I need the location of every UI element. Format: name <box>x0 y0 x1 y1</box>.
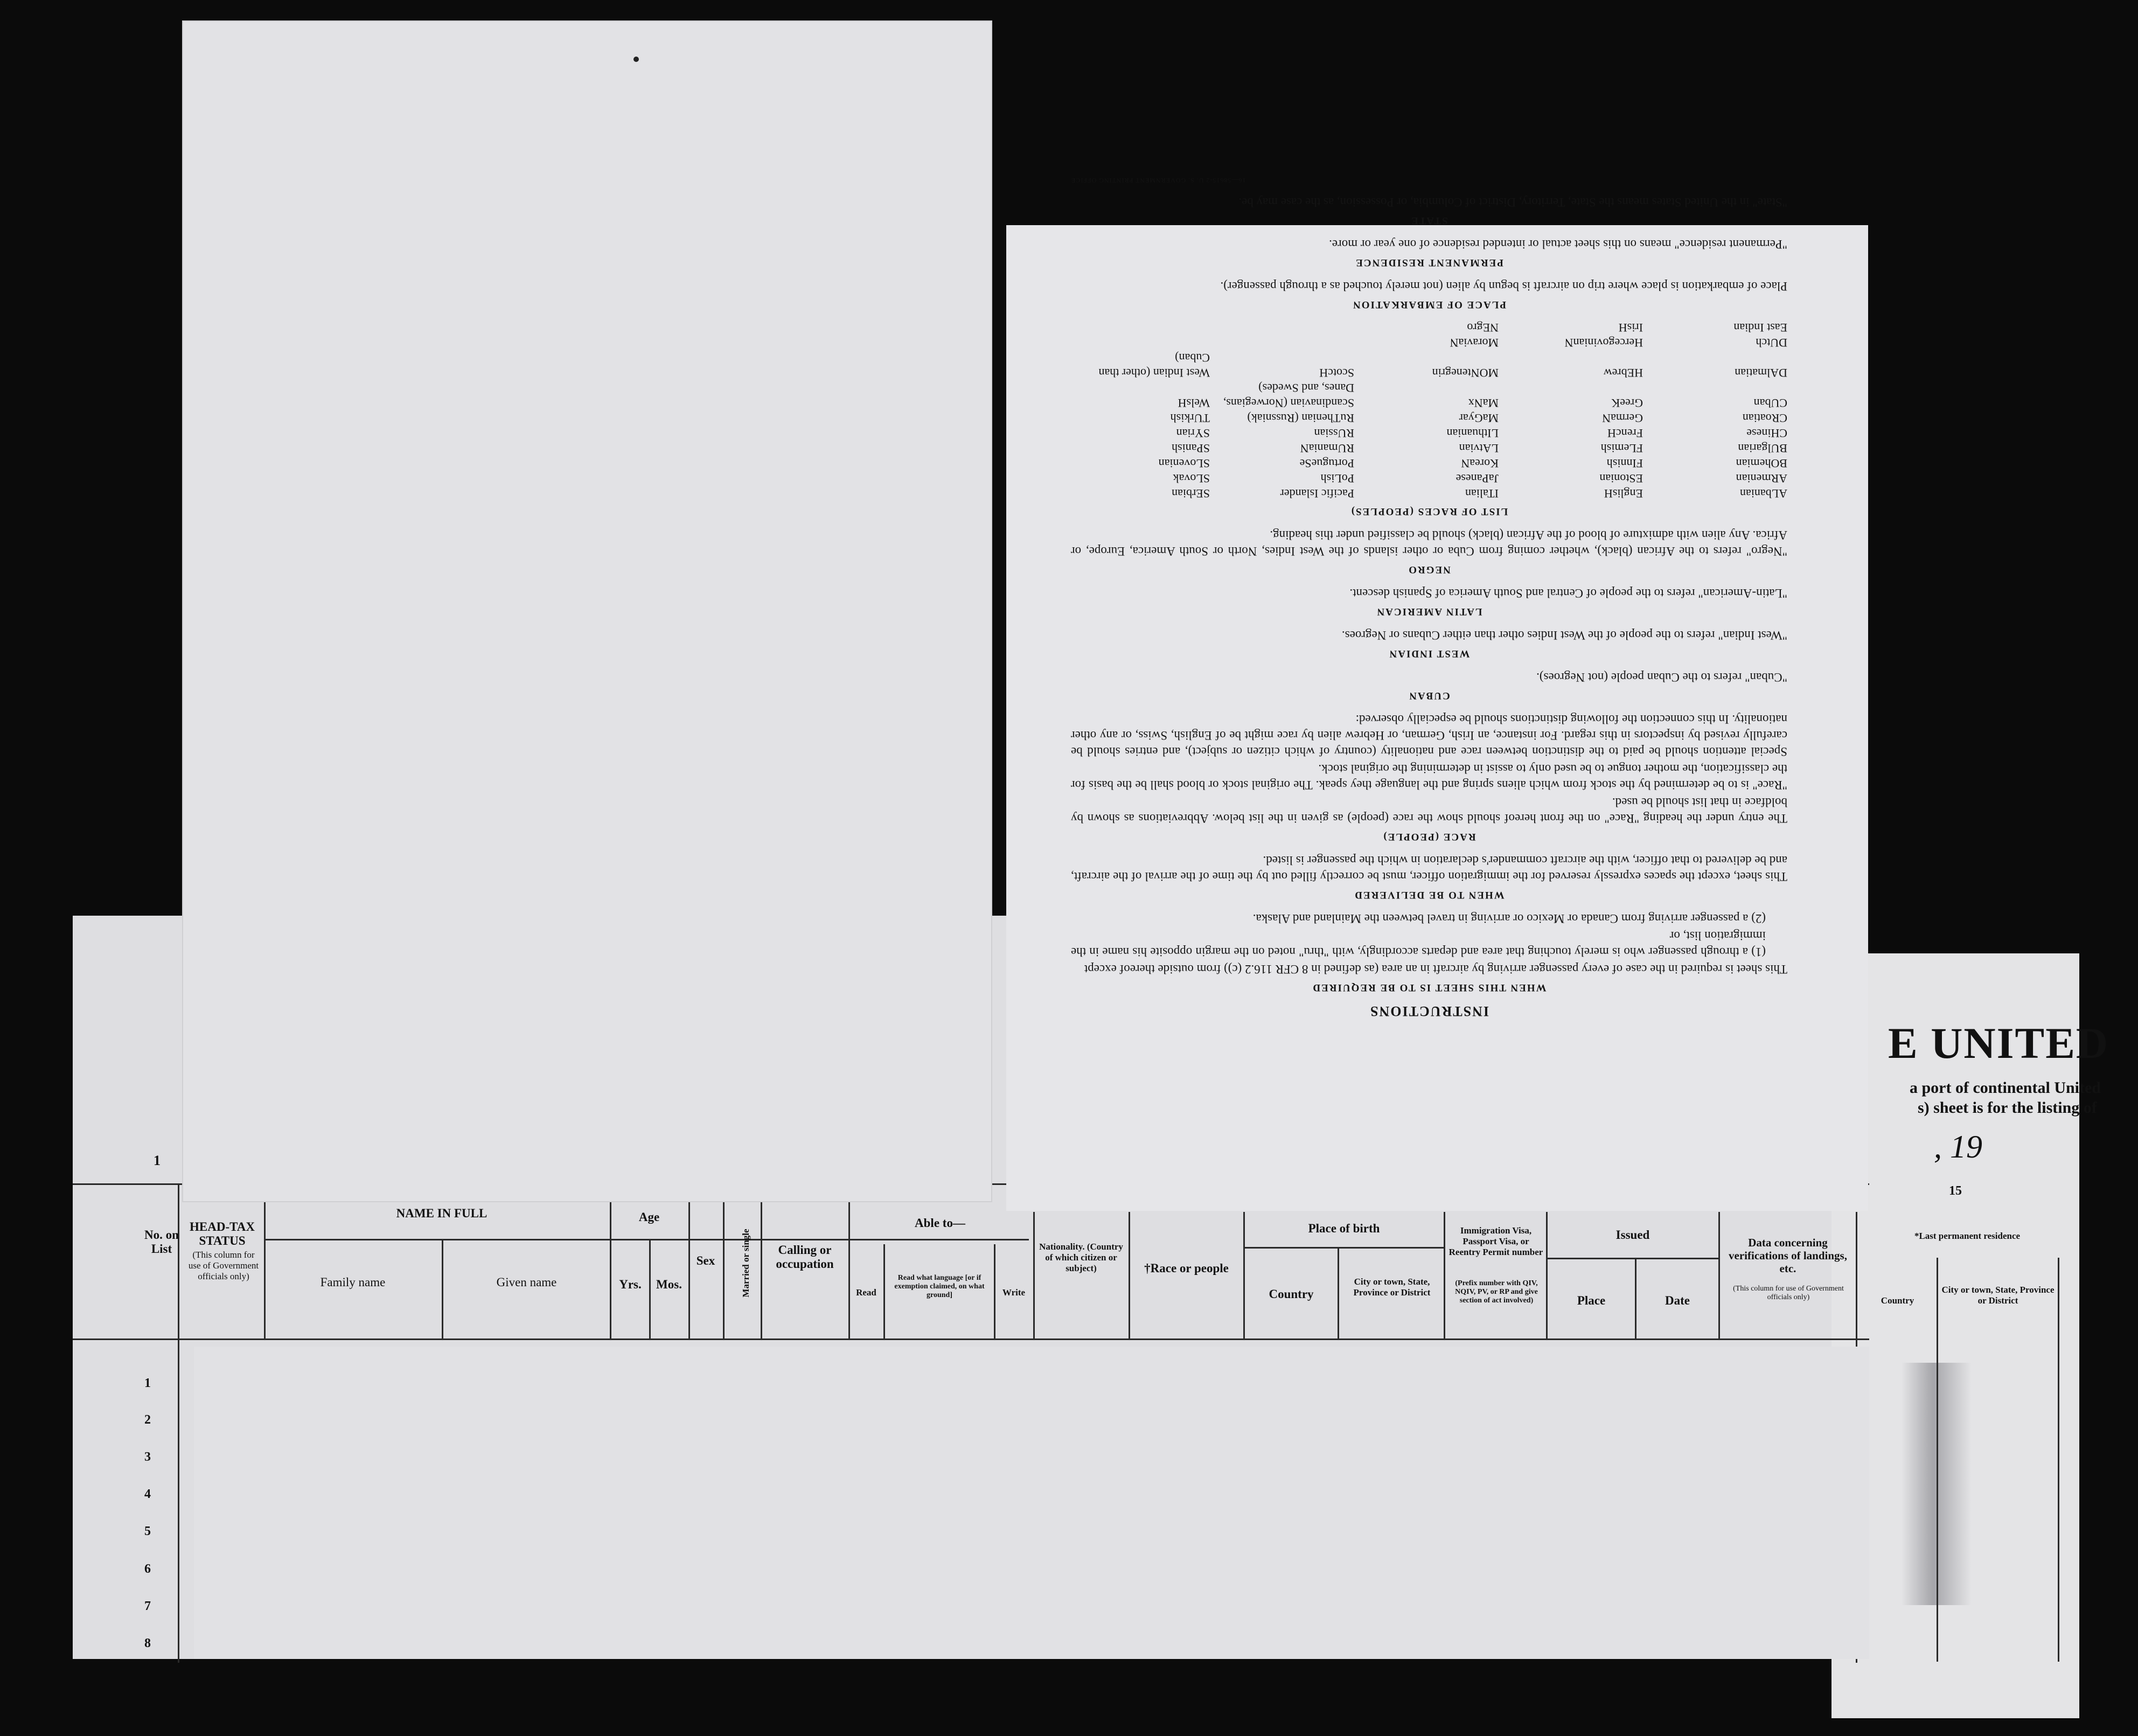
race-entry: RuThenian (Russniak) <box>1247 412 1354 425</box>
header-calling-occupation: Calling or occupation <box>776 1243 834 1271</box>
header-data-note: (This column for use of Government officials only) <box>1733 1285 1844 1301</box>
col-rule <box>1243 1212 1245 1340</box>
race-entry: ITalian <box>1465 487 1499 500</box>
col-rule <box>442 1239 443 1340</box>
instructions-rotated-content <box>1006 177 1868 1211</box>
race-entry: Pacific Islander <box>1280 487 1354 500</box>
col-rule <box>1937 1258 1938 1662</box>
race-entry: KoreaN <box>1461 457 1499 470</box>
form-body-blank-area <box>194 1347 1869 1659</box>
race-entry: Scandinavian (Norwegians, Danes, and Swedes) <box>1223 381 1354 410</box>
row-number: 6 <box>144 1562 151 1576</box>
race-text-1: The entry under the heading "Race" on the front hereof should show the race (people) as given in the list below. Abbreviations as shown by boldface in that list should be used. <box>1071 796 1787 825</box>
exception-2: (2) a passenger arriving from Canada or Mexico or arriving in travel between the Mainland and Alaska. <box>1252 912 1766 925</box>
printing-office-imprint: 16—58615-2 U. S. GOVERNMENT PRINTING OFFICE <box>1071 177 1246 184</box>
embarkation-heading: PLACE OF EMBARKATION <box>1352 299 1506 310</box>
col-rule <box>264 1183 266 1340</box>
race-entry <box>1071 335 1210 350</box>
race-entry: TUrkish <box>1170 412 1210 425</box>
race-entry: SLovenian <box>1158 457 1210 470</box>
blank-reverse-sheet <box>183 22 991 1201</box>
header-birth-country: Country <box>1269 1287 1314 1301</box>
col-rule <box>1129 1212 1130 1340</box>
race-entry: MaGyar <box>1459 412 1499 425</box>
race-entry: FLemish <box>1600 442 1643 455</box>
header-birth-city: City or town, State, Province or District <box>1353 1277 1431 1298</box>
races-list-heading: LIST OF RACES (PEOPLES) <box>1350 506 1508 517</box>
year-field: , 19 <box>1934 1129 1982 1165</box>
race-entry: FInnish <box>1606 457 1643 470</box>
header-given-name: Given name <box>496 1275 557 1289</box>
race-entry: PortugueSe <box>1299 457 1354 470</box>
col-rule <box>723 1183 725 1340</box>
header-age-years: Yrs. <box>619 1278 642 1291</box>
header-read-language: Read what language [or if exemption claimed, on what ground] <box>894 1274 985 1299</box>
header-married-or-single: Married or single <box>741 1229 751 1298</box>
header-family-name: Family name <box>320 1275 386 1289</box>
row-number: 7 <box>144 1599 151 1613</box>
form-subtitle-line-1: a port of continental United <box>1910 1079 2101 1097</box>
race-entry: EnglisH <box>1604 487 1643 500</box>
instructions-title: INSTRUCTIONS <box>1369 1003 1489 1019</box>
col-rule <box>1033 1212 1035 1340</box>
race-entry: SYrian <box>1176 427 1210 440</box>
header-sex: Sex <box>696 1254 715 1267</box>
when-required-heading: WHEN THIS SHEET IS TO BE REQUIRED <box>1312 982 1547 993</box>
header-visa-note: (Prefix number with QIV, NQIV, PV, or RP and give section of act involved) <box>1455 1279 1538 1305</box>
west-indian-text: "West Indian" refers to the people of the West Indies other than either Cubans or Negroes. <box>1341 629 1787 642</box>
cuban-text: "Cuban" refers to the Cuban people (not Negroes). <box>1536 671 1787 684</box>
race-entry: DAlmatian <box>1735 366 1787 380</box>
col-rule <box>761 1183 762 1340</box>
races-list <box>1071 320 1787 501</box>
header-race-or-people: †Race or people <box>1144 1261 1229 1275</box>
form-title-fragment: E UNITED <box>1888 1019 2109 1068</box>
race-entry: BUlgarian <box>1738 442 1787 455</box>
race-entry: ALbanian <box>1740 487 1787 500</box>
race-entry: BOhemian <box>1736 457 1787 470</box>
header-name-in-full: NAME IN FULL <box>396 1207 488 1220</box>
name-subrule <box>264 1239 1029 1240</box>
race-entry: MaNx <box>1468 396 1499 410</box>
when-required-text: This sheet is required in the case of every passenger arriving by aircraft in an area (as defined in 8 CFR 116.2 (c)) from outside thereof except <box>1084 963 1787 976</box>
header-write: Write <box>1002 1287 1026 1298</box>
race-entry: RUssian <box>1314 427 1354 440</box>
header-bottom-rule <box>73 1338 1869 1340</box>
race-text-3: Special attention should be paid to the distinction between race and nationality (country of which citizen or subject), and entries should be carefully revised by inspectors in this regard. For instance, an Irish, German, or Hebrew alien by race might be of English, Swiss, or any other nationality. In this connection the following distinctions should be especially observed: <box>1071 713 1787 758</box>
race-entry: SLovak <box>1173 472 1210 485</box>
header-last-residence: *Last permanent residence <box>1914 1231 2021 1241</box>
row-number: 2 <box>144 1413 151 1427</box>
race-entry: NEgro <box>1467 321 1499 334</box>
race-entry: CHinese <box>1746 427 1787 440</box>
state-heading: STATE <box>1410 215 1448 226</box>
column-number-15: 15 <box>1949 1184 1962 1198</box>
race-entry <box>1215 335 1354 350</box>
col-rule <box>1718 1212 1720 1340</box>
race-entry: IrisH <box>1618 321 1643 334</box>
header-issued-place: Place <box>1577 1294 1606 1307</box>
list-number: 1 <box>154 1153 161 1168</box>
header-head-tax-note: (This column for use of Government officials only) <box>188 1250 259 1281</box>
header-visa-number: Immigration Visa, Passport Visa, or Reentry Permit number <box>1448 1225 1543 1257</box>
permanent-residence-text: "Permanent residence" means on this sheet actual or intended residence of one year or more. <box>1329 238 1787 251</box>
row-number: 1 <box>144 1376 151 1390</box>
latin-american-heading: LATIN AMERICAN <box>1376 606 1482 617</box>
header-head-tax: HEAD-TAX STATUS <box>190 1220 255 1247</box>
header-age-months: Mos. <box>656 1278 682 1291</box>
race-entry: MoraviaN <box>1450 336 1499 350</box>
race-entry: CRoatian <box>1742 412 1787 425</box>
embarkation-text: Place of embarkation is place where trip on aircraft is begun by alien (not merely touched as a through passenger). <box>1220 280 1787 293</box>
race-entry: CUban <box>1753 396 1787 410</box>
header-issued-date: Date <box>1665 1294 1690 1307</box>
race-entry: PoLish <box>1320 472 1354 485</box>
issued-subrule <box>1546 1258 1718 1259</box>
race-entry: LIthuanian <box>1446 427 1499 440</box>
when-delivered-text: This sheet, except the spaces expressly reserved for the immigration officer, must be correctly filled out by the time of the arrival of the aircraft, and be delivered to that officer, with the aircraft commander's declaration in which the passenger is listed. <box>1071 854 1787 883</box>
form-subtitle-line-2: s) sheet is for the listing of <box>1918 1099 2097 1117</box>
race-entry: ScotcH <box>1319 366 1354 380</box>
exception-1: (1) a through passenger who is merely touching that area and departs accordingly, with "thru" noted on the margin opposite his name in the immigration list, or <box>1071 929 1766 959</box>
race-entry: West Indian (other than Cuban) <box>1098 351 1210 380</box>
instructions-sheet <box>1006 177 1868 1211</box>
paper-speck <box>633 57 639 62</box>
col-rule <box>1338 1247 1339 1340</box>
race-entry: SPanish <box>1172 442 1210 455</box>
race-entry: FrencH <box>1607 427 1643 440</box>
row-number: 8 <box>144 1636 151 1650</box>
race-entry: East Indian <box>1733 321 1787 334</box>
row-number: 3 <box>144 1450 151 1464</box>
race-entry: HercegovinianN <box>1564 336 1643 350</box>
race-entry: JaPanese <box>1455 472 1499 485</box>
race-entry: MONtenegrin <box>1432 366 1499 380</box>
negro-text: "Negro" refers to the African (black), whether coming from Cuba or other islands of the West Indies, North or South America, Europe, or Africa. Any alien with admixture of blood of the African (black) should be classified under this heading. <box>1071 528 1787 558</box>
race-entry: GermaN <box>1602 412 1643 425</box>
permanent-residence-heading: PERMANENT RESIDENCE <box>1355 257 1503 268</box>
race-heading: RACE (PEOPLE) <box>1382 831 1476 842</box>
race-entry: GreeK <box>1611 396 1643 410</box>
header-age: Age <box>638 1210 660 1224</box>
state-text: "State" in the United States means the State, Territory, District of Columbia, or Possession, as the case may be. <box>1238 196 1787 209</box>
when-delivered-heading: WHEN TO BE DELIVERED <box>1354 889 1505 901</box>
race-entry <box>1215 320 1354 335</box>
header-residence-city: City or town, State, Province or District <box>1941 1285 2055 1306</box>
race-entry: LAtvian <box>1459 442 1499 455</box>
header-data-verifications: Data concerning verifications of landings, etc. <box>1729 1236 1847 1275</box>
col-rule <box>848 1183 850 1340</box>
header-read: Read <box>856 1287 876 1298</box>
race-entry: DUtch <box>1756 336 1787 350</box>
header-place-of-birth: Place of birth <box>1308 1222 1380 1235</box>
col-rule <box>2058 1258 2059 1662</box>
header-no-on-list: No. on List <box>144 1228 179 1256</box>
race-entry: SErbian <box>1172 487 1210 500</box>
row-number: 4 <box>144 1487 151 1501</box>
row-number: 5 <box>144 1524 151 1538</box>
col-rule <box>1444 1212 1445 1340</box>
race-entry: ARmenian <box>1736 472 1787 485</box>
col-rule <box>610 1183 611 1340</box>
header-nationality: Nationality. (Country of which citizen or subject) <box>1039 1242 1123 1273</box>
race-entry: WelsH <box>1178 396 1210 410</box>
race-entry: EStonian <box>1599 472 1643 485</box>
header-residence-country: Country <box>1881 1295 1914 1306</box>
col-rule <box>883 1244 885 1340</box>
birth-subrule <box>1244 1247 1444 1249</box>
negro-heading: NEGRO <box>1408 564 1451 575</box>
col-rule <box>1546 1212 1548 1340</box>
latin-american-text: "Latin-American" refers to the people of Central and South America of Spanish descent. <box>1349 587 1787 600</box>
west-indian-heading: WEST INDIAN <box>1388 648 1470 659</box>
col-rule <box>1635 1258 1636 1340</box>
race-entry: RUmaniaN <box>1300 442 1354 455</box>
cuban-heading: CUBAN <box>1408 690 1450 701</box>
race-entry <box>1071 320 1210 335</box>
race-text-2: "Race" is to be determined by the stock from which aliens spring and the language they speak. The original stock or blood shall be the basis for the classification, the mother tongue to be used only to assist in determining the original stock. <box>1071 762 1787 792</box>
race-entry: HEbrew <box>1603 366 1643 380</box>
header-issued: Issued <box>1615 1228 1650 1242</box>
header-able-to: Able to— <box>915 1216 965 1230</box>
